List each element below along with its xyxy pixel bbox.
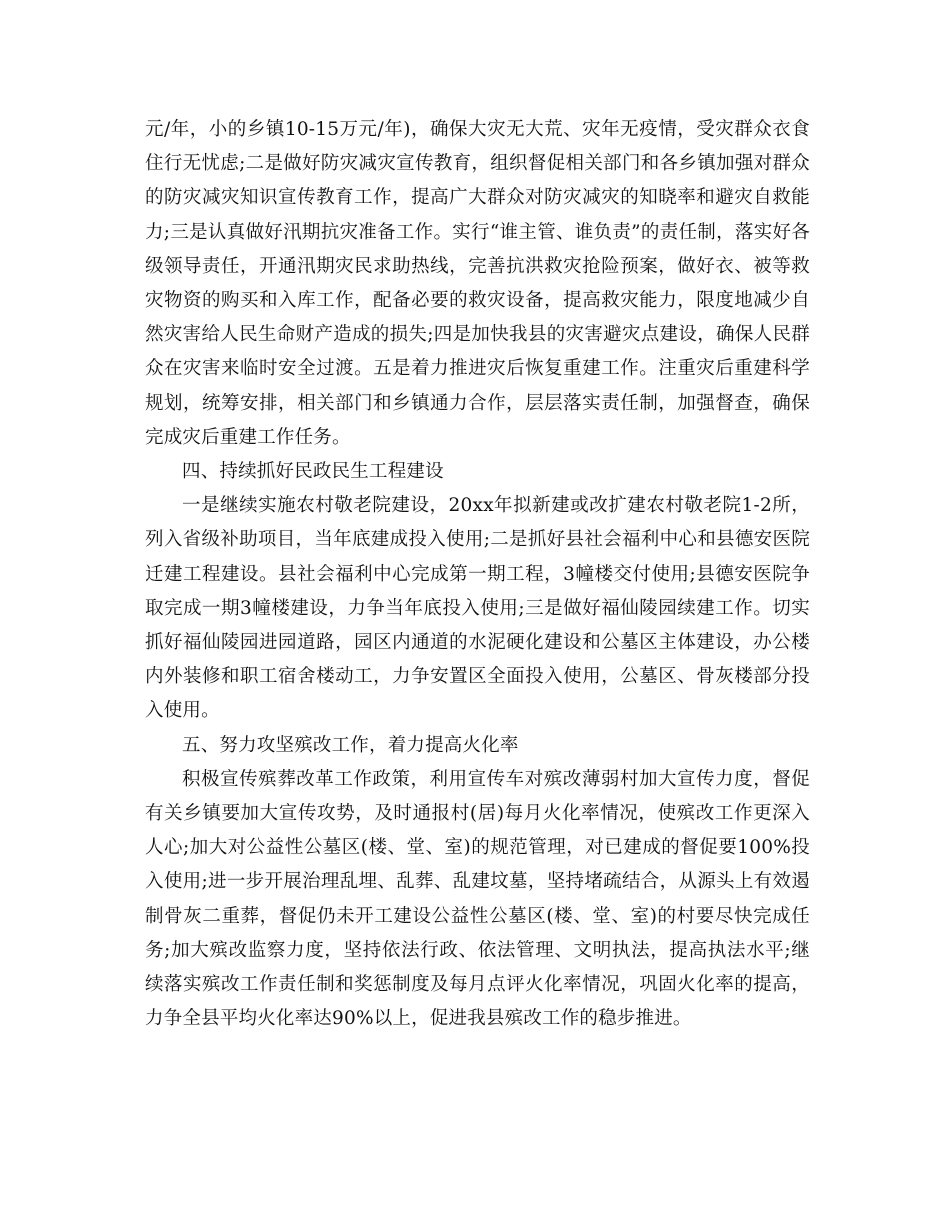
document-body — [145, 113, 810, 1036]
paragraph-nursing-homes: 一是继续实施农村敬老院建设，20xx年拟新建或改扩建农村敬老院1-2所，列入省级补助项目，当年底建成投入使用;二是抓好县社会福利中心和县德安医院迁建工程建设。县社会福利中心完成第一期工程，3幢楼交付使用;县德安医院争取完成一期3幢楼建设，力争当年底投入使用;三是做好福仙陵园续建工作。切实抓好福仙陵园进园道路，园区内通道的水泥硬化建设和公墓区主体建设，办公楼内外装修和职工宿舍楼动工，力争安置区全面投入使用，公墓区、骨灰楼部分投入使用。 — [145, 495, 810, 722]
paragraph-disaster-relief: 元/年，小的乡镇10-15万元/年)，确保大灾无大荒、灾年无疫情，受灾群众衣食住行无忧虑;二是做好防灾减灾宣传教育，组织督促相关部门和各乡镇加强对群众的防灾减灾知识宣传教育工作，提高广大群众对防灾减灾的知晓率和避灾自救能力;三是认真做好汛期抗灾准备工作。实行“谁主管、谁负责”的责任制，落实好各级领导责任，开通汛期灾民求助热线，完善抗洪救灾抢险预案，做好衣、被等救灾物资的购买和入库工作，配备必要的救灾设备，提高救灾能力，限度地减少自然灾害给人民生命财产造成的损失;四是加快我县的灾害避灾点建设，确保人民群众在灾害来临时安全过渡。五是着力推进灾后恢复重建工作。注重灾后重建科学规划，统筹安排，相关部门和乡镇通力合作，层层落实责任制，加强督查，确保完成灾后重建工作任务。 — [145, 119, 810, 448]
section-heading-civil-affairs-projects: 四、持续抓好民政民生工程建设 — [182, 461, 444, 483]
paragraph-funeral-reform: 积极宣传殡葬改革工作政策，利用宣传车对殡改薄弱村加大宣传力度，督促有关乡镇要加大宣传攻势，及时通报村(居)每月火化率情况，使殡改工作更深入人心;加大对公益性公墓区(楼、堂、室)的规范管理，对已建成的督促要100%投入使用;进一步开展治理乱埋、乱葬、乱建坟墓，坚持堵疏结合，从源头上有效遏制骨灰二重葬，督促仍未开工建设公益性公墓区(楼、堂、室)的村要尽快完成任务;加大殡改监察力度，坚持依法行政、依法管理、文明执法，提高执法水平;继续落实殡改工作责任制和奖惩制度及每月点评火化率情况，巩固火化率的提高，力争全县平均火化率达90%以上，促进我县殡改工作的稳步推进。 — [145, 768, 810, 1030]
section-heading-funeral-reform: 五、努力攻坚殡改工作，着力提高火化率 — [182, 734, 519, 756]
